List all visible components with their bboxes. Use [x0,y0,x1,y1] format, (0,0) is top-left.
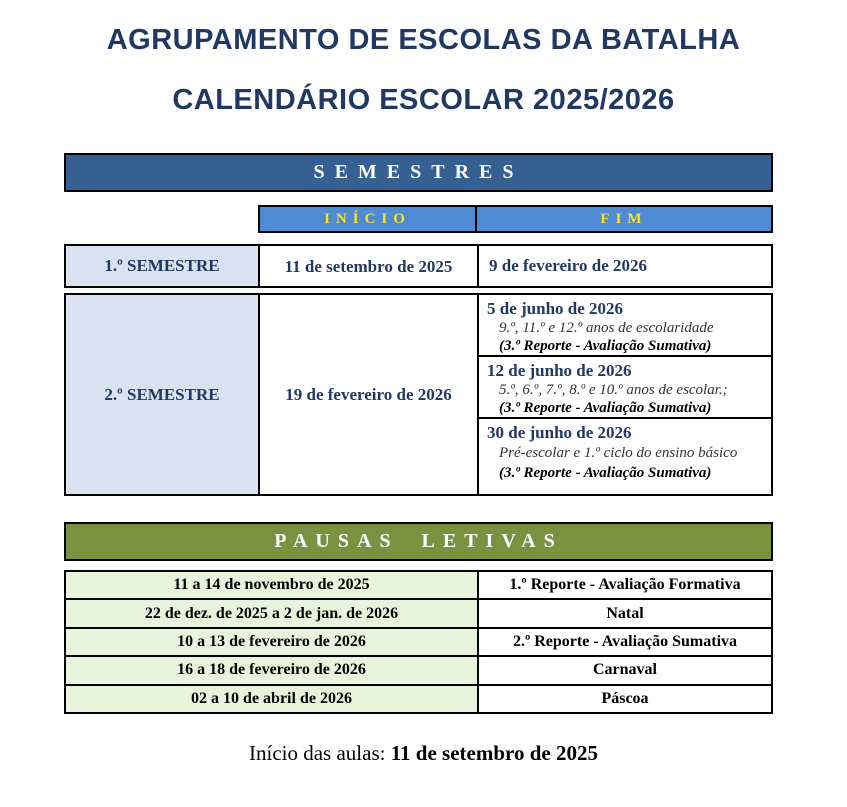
fim-column-header: FIM [600,210,648,227]
end-date-2-grades: 5.º, 6.º, 7.º, 8.º e 10.º anos de escolar.; [499,382,728,398]
end-date-block-3 [479,419,771,494]
pausa-row-5 [66,684,771,712]
pausa-1-label: 1.º Reporte - Avaliação Formativa [477,572,771,598]
pausa-row-1 [66,572,771,598]
pausa-4-period: 16 a 18 de fevereiro de 2026 [66,657,477,683]
pausa-5-label: Páscoa [477,686,771,712]
semester-1-start-date: 11 de setembro de 2025 [258,246,477,286]
end-date-3-grades-text: Pré-escolar e 1.º ciclo do ensino básico [499,445,738,461]
end-date-3: 30 de junho de 2026 [487,423,632,442]
pausa-row-4 [66,655,771,683]
semester-2-start-date: 19 de fevereiro de 2026 [258,295,477,494]
semester-2-label: 2.º SEMESTRE [66,295,258,494]
pausa-5-period: 02 a 10 de abril de 2026 [66,686,477,712]
classes-start-date: 11 de setembro de 2025 [390,741,598,765]
semester-1-label: 1.º SEMESTRE [66,246,258,286]
pausas-section-header: PAUSAS LETIVAS [64,522,773,561]
end-date-block-1 [479,295,771,357]
end-date-1-report: (3.º Reporte - Avaliação Sumativa) [499,338,712,354]
inicio-column-header: INÍCIO [260,207,477,231]
end-date-2: 12 de junho de 2026 [487,361,632,380]
semester-2-row [64,293,773,496]
end-date-3-grades [487,443,739,483]
pausa-2-period: 22 de dez. de 2025 a 2 de jan. de 2026 [66,600,477,626]
calendar-year-title: CALENDÁRIO ESCOLAR 2025/2026 [172,84,675,116]
end-date-block-2 [479,357,771,419]
pausa-1-period: 11 a 14 de novembro de 2025 [66,572,477,598]
classes-start-note [0,741,847,766]
end-date-2-report: (3.º Reporte - Avaliação Sumativa) [499,400,712,416]
pausa-2-label: Natal [477,600,771,626]
end-date-3-report: (3.º Reporte - Avaliação Sumativa) [499,465,712,481]
semester-2-end-dates [477,295,771,494]
pausa-4-label: Carnaval [477,657,771,683]
pausa-3-period: 10 a 13 de fevereiro de 2026 [66,629,477,655]
pausa-row-3 [66,627,771,655]
end-date-1: 5 de junho de 2026 [487,299,624,318]
pausa-row-2 [66,598,771,626]
semester-1-end-date: 9 de fevereiro de 2026 [477,246,771,286]
pausa-3-label: 2.º Reporte - Avaliação Sumativa [477,629,771,655]
school-name-title: AGRUPAMENTO DE ESCOLAS DA BATALHA [106,24,741,56]
semestres-column-headers [258,205,773,233]
classes-start-prefix: Início das aulas: [249,741,391,765]
semestres-section-header: SEMESTRES [64,153,773,192]
end-date-1-grades: 9.º, 11.º e 12.º anos de escolaridade [499,320,714,336]
pausas-table [64,570,773,714]
semester-1-row [64,244,773,288]
